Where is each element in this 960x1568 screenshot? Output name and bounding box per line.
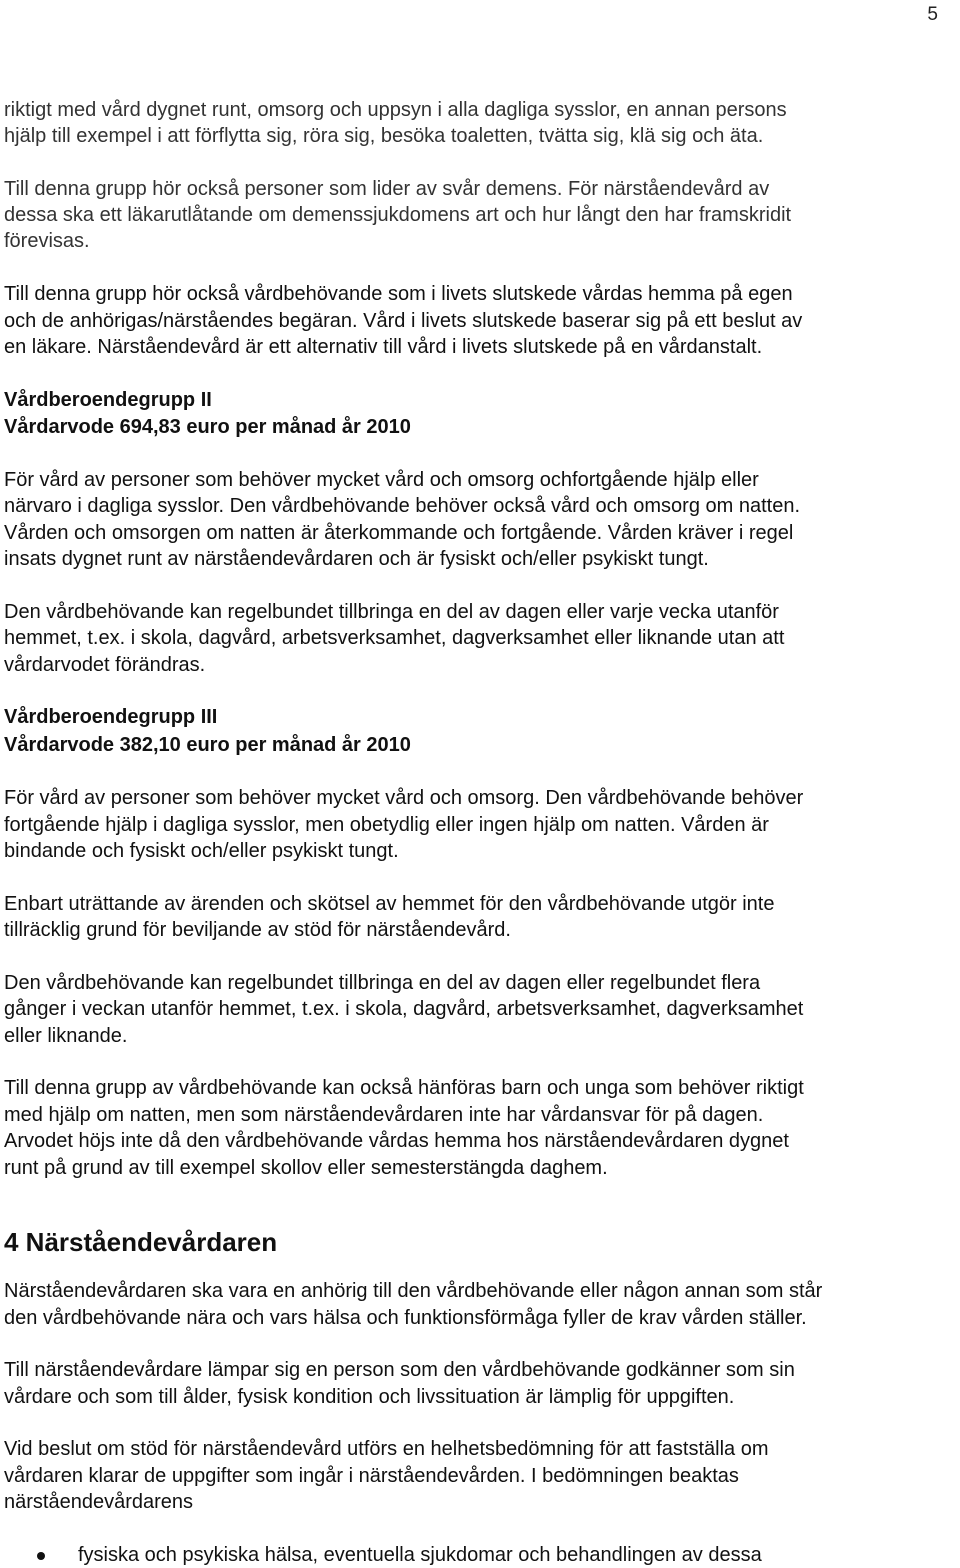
text-line: vårdarvodet förändras.	[4, 653, 206, 676]
group-3-paragraph-3	[4, 970, 956, 1050]
text-line: en läkare. Närståendevård är ett alternativ till vård i livets slutskede på en vårdanstalt.	[4, 336, 763, 358]
text-line: Närståendevårdaren ska vara en anhörig till den vårdbehövande eller någon annan som står	[4, 1280, 823, 1302]
text-line: närståendevårdarens	[4, 1491, 194, 1513]
text-line: För vård av personer som behöver mycket vård och omsorg. Den vårdbehövande behöver	[4, 787, 804, 809]
text-line: närvaro i dagliga sysslor. Den vårdbehövande behöver också vård och omsorg om natten.	[4, 495, 801, 517]
text-line: dessa ska ett läkarutlåtande om demenssjukdomens art och hur långt den har framskridit	[4, 204, 792, 226]
text-line: den vårdbehövande nära och vars hälsa och funktionsförmåga fyller de krav vården ställer.	[4, 1306, 807, 1329]
group-2-heading: Vårdberoendegrupp II	[4, 388, 212, 411]
text-line: eller liknande.	[4, 1024, 128, 1047]
text-line: Enbart uträttande av ärenden och skötsel av hemmet för den vårdbehövande utgör inte	[4, 892, 775, 915]
text-line: Vården och omsorgen om natten är återkommande och fortgående. Vården kräver i regel	[4, 521, 794, 544]
text-line: runt på grund av till exempel skollov eller semesterstängda daghem.	[4, 1156, 608, 1179]
group-2-paragraph-2	[4, 599, 956, 679]
paragraph-intro-2	[4, 176, 956, 254]
text-line: Den vårdbehövande kan regelbundet tillbringa en del av dagen eller varje vecka utanför	[4, 600, 779, 623]
text-line: hemmet, t.ex. i skola, dagvård, arbetsverksamhet, dagverksamhet eller liknande utan att	[4, 627, 785, 649]
page-number: 5	[927, 4, 938, 25]
text-line: riktigt med vård dygnet runt, omsorg och uppsyn i alla dagliga sysslor, en annan persons	[4, 99, 787, 121]
text-line: Arvodet höjs inte då den vårdbehövande vårdas hemma hos närståendevårdaren dygnet	[4, 1130, 789, 1152]
paragraph-livets-slutskede	[4, 281, 956, 361]
text-line: För vård av personer som behöver mycket vård och omsorg ochfortgående hjälp eller	[4, 468, 759, 491]
group-2-fee: Vårdarvode 694,83 euro per månad år 2010	[4, 416, 411, 438]
text-line: förevisas.	[4, 230, 90, 252]
group-3-fee: Vårdarvode 382,10 euro per månad år 2010	[4, 733, 411, 756]
text-line: Till denna grupp hör också personer som lider av svår demens. För närståendevård av	[4, 178, 770, 200]
text-line: tillräcklig grund för beviljande av stöd för närståendevård.	[4, 919, 511, 941]
text-line: fortgående hjälp i dagliga sysslor, men obetydlig eller ingen hjälp om natten. Vården är	[4, 813, 769, 836]
text-line: och de anhörigas/närståendes begäran. Vård i livets slutskede baserar sig på ett beslut av	[4, 309, 803, 332]
text-line: Till denna grupp av vårdbehövande kan också hänföras barn och unga som behöver riktigt	[4, 1077, 804, 1099]
text-line: vårdaren klarar de uppgifter som ingår i närståendevården. I bedömningen beaktas	[4, 1464, 739, 1487]
section-4-paragraph-1	[4, 1278, 956, 1331]
text-line: insats dygnet runt av närståendevårdaren och är fysiskt och/eller psykiskt tungt.	[4, 548, 709, 570]
list-item-text: fysiska och psykiska hälsa, eventuella sjukdomar och behandlingen av dessa	[78, 1543, 762, 1566]
group-2-paragraph-1	[4, 467, 956, 573]
document-body	[4, 97, 956, 1568]
paragraph-intro-1	[4, 97, 956, 149]
group-3-paragraph-2	[4, 891, 956, 944]
text-line: med hjälp om natten, men som närståendevårdaren inte har vårdansvar för på dagen.	[4, 1103, 764, 1126]
text-line: vårdare och som till ålder, fysisk kondition och livssituation är lämplig för uppgiften.	[4, 1385, 735, 1408]
text-line: hjälp till exempel i att förflytta sig, röra sig, besöka toaletten, tvätta sig, klä sig och äta.	[4, 125, 764, 147]
text-line: bindande och fysiskt och/eller psykiskt tungt.	[4, 840, 399, 862]
section-4-paragraph-3	[4, 1436, 956, 1516]
text-line: gånger i veckan utanför hemmet, t.ex. i skola, dagvård, arbetsverksamhet, dagverksamhet	[4, 998, 804, 1020]
section-4-paragraph-2	[4, 1357, 956, 1410]
list-item	[4, 1542, 956, 1568]
text-line: Den vårdbehövande kan regelbundet tillbringa en del av dagen eller regelbundet flera	[4, 971, 761, 994]
text-line: Till denna grupp hör också vårdbehövande som i livets slutskede vårdas hemma på egen	[4, 283, 793, 305]
section-heading: 4 Närståendevårdaren	[4, 1227, 278, 1257]
text-line: Vid beslut om stöd för närståendevård utförs en helhetsbedömning för att fastställa om	[4, 1438, 769, 1460]
bullet-icon	[37, 1552, 45, 1560]
group-3-paragraph-4	[4, 1075, 956, 1181]
group-3-heading: Vårdberoendegrupp III	[4, 706, 218, 728]
bullet-list	[4, 1542, 956, 1568]
text-line: Till närståendevårdare lämpar sig en person som den vårdbehövande godkänner som sin	[4, 1359, 795, 1381]
group-3-paragraph-1	[4, 785, 956, 865]
